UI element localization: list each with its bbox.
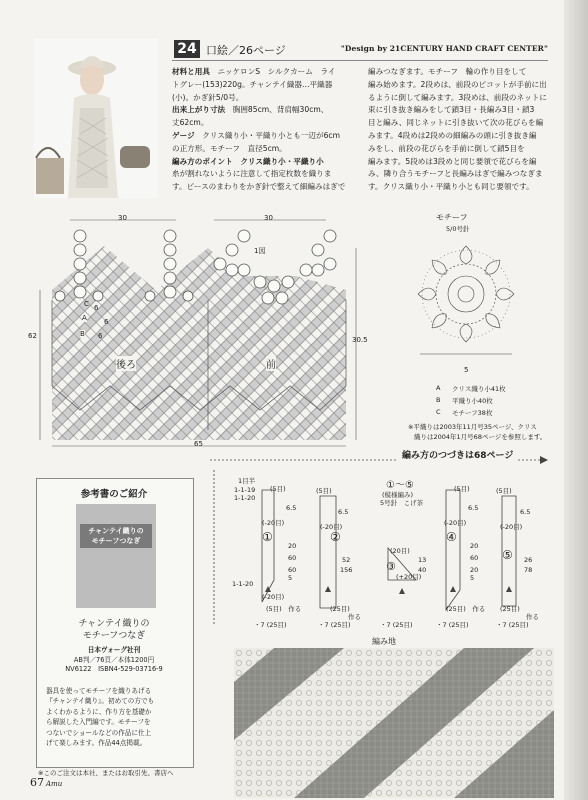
strip-dim: 20: [288, 542, 297, 550]
dim-width-left: 30: [118, 214, 127, 222]
strip-dim: 6.5: [286, 504, 297, 512]
back-label: 後ろ: [116, 356, 136, 371]
book-spec: AB判／76頁／本体1200円: [73, 655, 155, 664]
strip-note: 1-1-20: [232, 580, 254, 588]
instruction-line: みます。4段めは2段めの細編みの頭に引き抜き編: [368, 130, 537, 140]
continued-note: 編み方のつづきは68ページ: [398, 448, 517, 461]
page-number: 67: [30, 776, 44, 789]
strip-note: 1-1-20: [234, 494, 256, 502]
strip-dim: 52: [342, 556, 351, 564]
strip-width: ・7 (25目): [380, 621, 413, 629]
strip-make: (5目) 作る: [266, 605, 302, 613]
strip-dim: 6.5: [468, 504, 479, 512]
dim-length: 62: [28, 332, 37, 340]
legend-key-c: C: [436, 408, 441, 416]
strip-title: ①～⑤: [386, 480, 414, 491]
legend-a: クリス織り小41枚: [452, 385, 506, 393]
pattern-number: 24: [174, 40, 200, 58]
book-cover-title: [80, 524, 152, 548]
dim-chest: 65: [194, 440, 203, 448]
strip-dim: 60: [288, 566, 297, 574]
dim-width-right: 30: [264, 214, 273, 222]
strip-number: ①: [262, 530, 273, 544]
piece-b-label: B: [80, 330, 85, 338]
book-desc-line: 『チャンテイ織り』。初めての方でも: [46, 697, 155, 706]
book-desc-line: よくわかるように、作り方を基礎か: [46, 707, 152, 716]
strip-dim: 5: [470, 574, 475, 582]
design-credit: "Design by 21CENTURY HAND CRAFT CENTER": [340, 44, 548, 53]
order-note: ※このご注文は本社、またはお取引先、書店へ: [38, 769, 174, 777]
instruction-line: す。クリス織り小・平織り小とも同じ要領です。: [368, 182, 534, 192]
strip-dim: 13: [418, 556, 427, 564]
motif-title: モチーフ: [436, 213, 468, 222]
strip-note: 1-1-19: [234, 486, 256, 494]
strip-count: (20目): [390, 547, 410, 555]
legend-key-b: B: [436, 396, 441, 404]
book-isbn: NV6122 ISBN4-529-03716-9: [65, 665, 163, 674]
piece-a-label: A: [82, 314, 87, 322]
book-desc-line: つないでショールなどの作品に仕上: [46, 728, 152, 737]
strip-count: (-20目): [320, 523, 343, 531]
point-label: 編み方のポイント: [172, 156, 233, 166]
strip-make: (25目) 作る: [446, 605, 486, 613]
motif-chart: [410, 232, 530, 362]
point-text: クリス織り小・平織り小: [240, 156, 324, 166]
materials-text: ニッケロンS シルクカーム ライ: [217, 67, 336, 76]
strip-width: ・7 (25目): [318, 621, 351, 629]
instruction-line: み、隣り合うモチーフと長編みはぎで編みつなぎま: [368, 169, 543, 179]
instruction-line: みをし、前段の花びらを手前に倒して鎖5目を: [368, 143, 525, 153]
figure-1-label: 1図: [254, 247, 266, 255]
strip-width: ・7 (25目): [254, 621, 287, 629]
strip-dim: 156: [340, 566, 353, 574]
strip-make: (25目): [330, 605, 350, 613]
piece-size-label: 6: [94, 304, 99, 312]
point-text: す。ピースのまわりをかぎ針で整えて細編みはぎで: [172, 182, 346, 192]
size-text: 胸囲85cm、背肩幅30cm、: [232, 105, 329, 115]
cover-title-line: モチーフつなぎ: [91, 537, 141, 545]
point-text: 糸が割れないように注意して指定枚数を織りま: [172, 169, 332, 179]
strip-count: (5目): [496, 487, 512, 495]
strip-count: (-20目): [262, 593, 285, 601]
strip-count: (5目): [316, 487, 332, 495]
piece-c-label: C: [84, 300, 89, 308]
book-info: [36, 646, 192, 675]
cover-title-line: チャンテイ織りの: [88, 527, 144, 535]
legend-b: 平織り小40枚: [452, 397, 493, 405]
strip-number: ⑤: [502, 548, 513, 562]
strip-number: ②: [330, 530, 341, 544]
strip-make: 作る: [526, 613, 539, 621]
strip-hook: 5号針 こげ茶: [380, 499, 424, 507]
instruction-line: 編みつなぎます。モチーフ 輪の作り目をして: [368, 67, 527, 76]
strip-count: (+20目): [396, 573, 422, 581]
book-ad-title: 参考書のご紹介: [80, 489, 148, 500]
book-publisher: 日本ヴォーグ社刊: [87, 646, 141, 654]
instruction-line: 束に引き抜き編みをして鎖3目・長編み3目・鎖3: [368, 105, 535, 115]
piece-size-label: 6: [104, 318, 109, 326]
strip-dim: 60: [470, 554, 479, 562]
strip-width: ・7 (25目): [496, 621, 529, 629]
book-name: [36, 618, 192, 642]
magazine-name: Amu: [46, 780, 63, 788]
strip-dim: 5: [288, 574, 293, 582]
materials-text: トグレー(153)220g。チャンテイ織器…平織器: [172, 79, 333, 89]
legend-c: モチーフ38枚: [452, 409, 493, 417]
strip-dim: 6.5: [338, 508, 349, 516]
strip-count: (5目): [270, 485, 286, 493]
strip-make: (25目): [500, 605, 520, 613]
strip-number: ③: [386, 560, 396, 573]
strip-number: ④: [446, 530, 457, 544]
book-desc-line: 器具を使ってモチーフを織りあげる: [46, 687, 152, 695]
strip-dim: 26: [524, 556, 533, 564]
strip-width: ・7 (25目): [436, 621, 469, 629]
strip-count: (-20目): [444, 519, 467, 527]
strip-count: (5目): [454, 485, 470, 493]
strip-dim: 40: [418, 566, 427, 574]
front-label: 前: [266, 356, 276, 371]
book-name-line: チャンテイ織りの: [78, 619, 150, 629]
fabric-sample-photo: [234, 648, 554, 798]
strip-dim: 78: [524, 566, 533, 574]
strip-dim: 6.5: [520, 508, 531, 516]
fabric-sample-title: 編み地: [372, 637, 396, 646]
size-label: 出来上がり寸法: [172, 105, 226, 115]
size-text: 丈62cm。: [172, 118, 209, 128]
strip-note: 1目半: [238, 477, 256, 485]
reference-note: ※平織りは2003年11月号35ページ、クリス: [408, 423, 537, 431]
gauge-text: の正方形。モチーフ 直径5cm。: [172, 143, 287, 153]
dim-front-length: 30.5: [352, 336, 368, 344]
motif-hook: 5/0号針: [446, 225, 470, 233]
strip-count: (-20目): [500, 523, 523, 531]
strip-dim: 20: [470, 542, 479, 550]
book-desc-line: ら解説した入門編です。モチーフを: [46, 718, 151, 727]
motif-diameter: 5: [464, 366, 469, 374]
legend-key-a: A: [436, 384, 441, 392]
strip-make: 作る: [348, 613, 361, 621]
book-description: [46, 686, 186, 748]
book-name-line: モチーフつなぎ: [82, 631, 146, 641]
instruction-line: 編み始めます。2段めは、前段のピコットが手前に出: [368, 79, 547, 89]
instruction-line: 編みます。5段めは3段めと同じ要領で花びらを編: [368, 156, 537, 166]
materials-text: (小)。かぎ針5/0号。: [172, 92, 244, 102]
piece-size-label: 6: [98, 332, 103, 340]
page-reference: 口絵／26ページ: [206, 44, 286, 57]
strip-count: (-20目): [262, 519, 285, 527]
gauge-text: クリス織り小・平織り小とも一辺が6cm: [202, 130, 340, 140]
instruction-line: るように倒して編みます。3段めは、前段のネットに: [368, 92, 547, 102]
strip-dim: 60: [288, 554, 297, 562]
instruction-line: 目と編み、同じネットに引き抜いて次の花びらを編: [368, 118, 544, 128]
materials-label: 材料と用具: [172, 67, 210, 76]
strip-dim: 20: [470, 566, 479, 574]
book-cover: [76, 504, 156, 608]
gauge-label: ゲージ: [172, 130, 195, 140]
book-desc-line: げて楽しみます。作品44点掲載。: [46, 739, 147, 748]
reference-note: 織りは2004年1月号68ページを参照します。: [414, 433, 547, 441]
strip-subtitle: (模様編み): [382, 491, 414, 499]
